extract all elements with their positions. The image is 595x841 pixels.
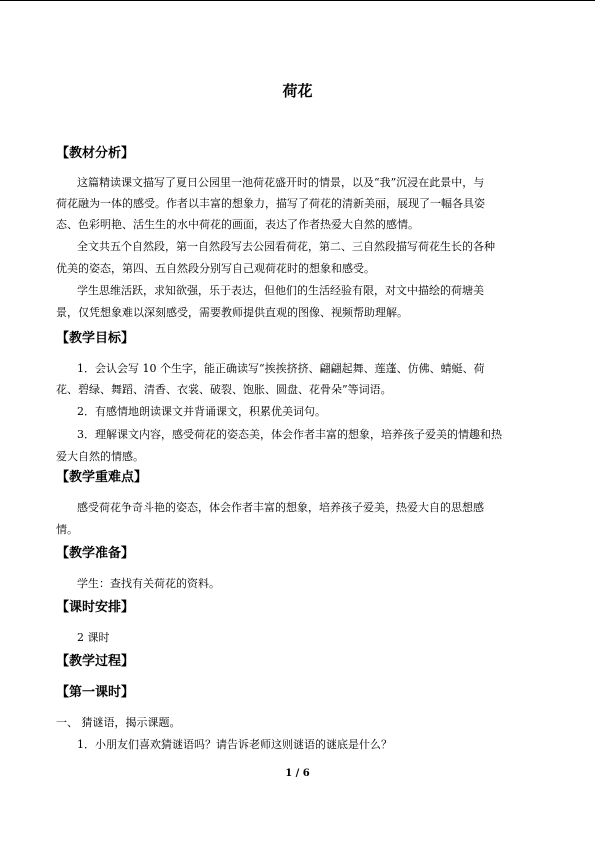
paragraph-line: 1．会认会写 10 个生字，能正确读写“挨挨挤挤、翩翩起舞、莲蓬、仿佛、蜻蜓、荷: [77, 362, 485, 375]
paragraph-line: 2．有感情地朗读课文并背诵课文，积累优美词句。: [77, 405, 326, 418]
section-heading-keypoints: 【教学重难点】: [56, 470, 148, 485]
paragraph-line: 爱大自然的情感。: [56, 450, 144, 463]
list-item: 一、 猜谜语，揭示课题。: [56, 716, 181, 729]
paragraph-line: 3．理解课文内容，感受荷花的姿态美，体会作者丰富的想象，培养孩子爱美的情趣和热: [77, 428, 502, 441]
page-number: 1 / 6: [285, 768, 310, 779]
section-heading-lesson1: 【第一课时】: [56, 685, 135, 700]
paragraph-line: 态、色彩明艳、活生生的水中荷花的画面，表达了作者热爱大自然的感情。: [56, 218, 419, 231]
paragraph-line: 这篇精读课文描写了夏日公园里一池荷花盛开时的情景，以及“我”沉浸在此景中，与: [77, 176, 485, 189]
paragraph-line: 情。: [56, 523, 78, 536]
paragraph-line: 景，仅凭想象难以深刻感受，需要教师提供直观的图像、视频帮助理解。: [56, 306, 408, 319]
section-heading-process: 【教学过程】: [56, 654, 135, 669]
paragraph-line: 学生思维活跃，求知欲强，乐于表达，但他们的生活经验有限，对文中描绘的荷塘美: [77, 284, 484, 297]
section-heading-analysis: 【教材分析】: [56, 146, 135, 161]
section-heading-schedule: 【课时安排】: [56, 600, 135, 615]
paragraph-line: 感受荷花争奇斗艳的姿态，体会作者丰富的想象，培养孩子爱美，热爱大自的思想感: [77, 501, 484, 514]
paragraph-line: 花、碧绿、舞蹈、清香、衣裳、破裂、饱胀、圆盘、花骨朵”等词语。: [56, 383, 392, 396]
section-heading-goals: 【教学目标】: [56, 331, 135, 346]
paragraph-line: 学生：查找有关荷花的资料。: [77, 577, 220, 590]
paragraph-line: 优美的姿态，第四、五自然段分别写自己观荷花时的想象和感受。: [56, 262, 375, 275]
paragraph-line: 全文共五个自然段，第一自然段写去公园看荷花，第二、三自然段描写荷花生长的各种: [77, 240, 495, 253]
top-rule: [0, 0, 595, 1]
list-item: 1．小朋友们喜欢猜谜语吗？请告诉老师这则谜语的谜底是什么？: [77, 738, 392, 751]
page-title: 荷花: [282, 82, 313, 100]
section-heading-preparation: 【教学准备】: [56, 546, 135, 561]
paragraph-line: 荷花融为一体的感受。作者以丰富的想象力，描写了荷花的清新美丽，展现了一幅各具姿: [56, 197, 485, 210]
paragraph-line: 2 课时: [77, 631, 110, 644]
